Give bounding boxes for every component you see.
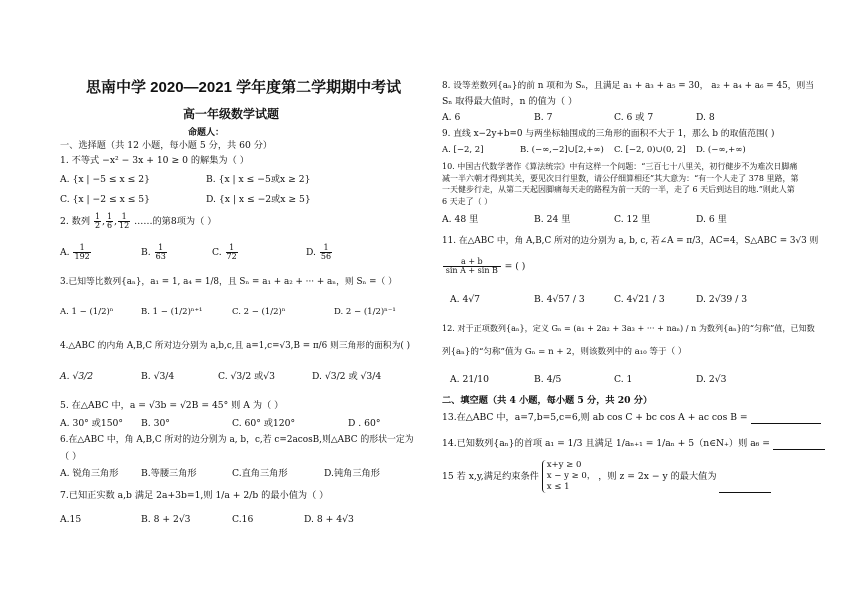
q1-stem: 1. 不等式 −x² − 3x + 10 ≥ 0 的解集为（ ） (60, 155, 249, 166)
q1-option-c[interactable]: C. {x | −2 ≤ x ≤ 5} (60, 194, 150, 205)
q15-constraint-system (542, 460, 596, 493)
q15-prefix: 15 若 x,y,满足约束条件 (442, 471, 539, 482)
q11-option-d[interactable]: D. 2√39 / 3 (696, 294, 748, 305)
q11-tail: = ( ) (504, 261, 526, 272)
q2-c-den: 72 (226, 252, 237, 261)
q2-option-d-label: D. (306, 247, 316, 258)
q4-option-d[interactable]: D. √3/2 或 √3/4 (312, 371, 382, 382)
q10-text: 10. 中国古代数学著作《算法统宗》中有这样一个问题：“三百七十八里关，初行健步不为难次日脚痛减一半六朝才得到其关，要见次日行里数，请公仔细算相还”其大意为：“有一个人走了 378 里路，第一天健步行走，从第二天起因脚痛每天走的路程为前一天的一半，走了 6 天后到达目的地.”则此人第 6 天走了（ ） (442, 162, 799, 206)
q12-option-c[interactable]: C. 1 (614, 374, 633, 385)
q6-option-c[interactable]: C.直角三角形 (232, 468, 288, 479)
section-fill-heading: 二、填空题（共 4 小题，每小题 5 分，共 20 分） (442, 395, 653, 406)
q6-option-b[interactable]: B.等腰三角形 (141, 468, 197, 479)
q2-comma: , (102, 216, 105, 227)
q2-term-den: 2 (94, 221, 101, 230)
q2-option-d-fraction (320, 244, 332, 261)
q10-option-a[interactable]: A. 48 里 (442, 214, 479, 225)
q2-option-c-label: C. (212, 247, 222, 258)
q1-option-b[interactable]: B. {x | x ≤ −5或x ≥ 2} (206, 174, 311, 185)
q9-option-b[interactable]: B. (−∞,−2]∪[2,+∞) (520, 145, 604, 155)
q7-option-d[interactable]: D. 8 + 4√3 (304, 514, 354, 525)
q5-option-b[interactable]: B. 30° (141, 418, 170, 429)
q2-sequence-term (94, 213, 101, 230)
q3-option-d[interactable]: D. 2 − (1/2)ⁿ⁻¹ (334, 307, 396, 317)
q14-answer-blank[interactable] (773, 440, 825, 450)
q2-stem-suffix: ……的第8项为（ ） (134, 216, 217, 227)
q6-option-a[interactable]: A. 锐角三角形 (60, 468, 119, 479)
q1-option-d[interactable]: D. {x | x ≤ −2或x ≥ 5} (206, 194, 311, 205)
q7-stem: 7.已知正实数 a,b 满足 2a+3b=1,则 1/a + 2/b 的最小值为（ ） (60, 490, 329, 501)
q12-line2: 列{aₙ}的“匀称”值为 Gₙ = n + 2，则该数列中的 a₁₀ 等于（ ） (442, 347, 687, 357)
q2-option-a-label: A. (60, 247, 70, 258)
right-column (430, 0, 860, 608)
q11-expression (442, 258, 525, 275)
q12-line1: 12. 对于正项数列{aₙ}，定义 Gₙ = (a₁ + 2a₂ + 3a₃ + ··· + naₙ) / n 为数列{aₙ}的“匀称”值，已知数 (442, 323, 815, 333)
q5-stem: 5. 在△ABC 中，a = √3b = √2B = 45° 则 A 为（ ） (60, 400, 284, 411)
q2-d-num: 1 (320, 244, 332, 253)
q8-option-d[interactable]: D. 8 (696, 112, 715, 123)
q6-stem: 6.在△ABC 中，角 A,B,C 所对的边分别为 a, b，c,若 c=2acosB,则△ABC 的形状一定为 (60, 435, 414, 445)
q2-d-den: 56 (320, 252, 332, 261)
q11-fraction-num: a + b (443, 258, 501, 267)
q2-comma: , (114, 216, 118, 227)
q12-option-b[interactable]: B. 4/5 (534, 374, 562, 385)
q5-option-a[interactable]: A. 30° 或150° (60, 418, 123, 429)
q2-b-num: 1 (155, 244, 167, 253)
q2-stem (60, 213, 216, 230)
q2-sequence (93, 212, 131, 230)
q2-sequence-term (106, 213, 113, 230)
q15-constraint-1: x+y ≥ 0 (546, 460, 582, 470)
q4-stem: 4.△ABC 的内角 A,B,C 所对边分别为 a,b,c,且 a=1,c=√3,B = π/6 则三角形的面积为( ) (60, 341, 411, 351)
q15-suffix: ，则 z = 2x − y 的最大值为 (598, 471, 717, 482)
q14-text: 14.已知数列{aₙ}的首项 a₁ = 1/3 且满足 1/aₙ₊₁ = 1/aₙ + 5（n∈N₊）则 a₆ = (442, 438, 770, 449)
q8-option-b[interactable]: B. 7 (534, 112, 553, 123)
q15-stem (442, 460, 771, 493)
q1-option-a[interactable]: A. {x | −5 ≤ x ≤ 2} (60, 174, 150, 185)
q9-stem: 9. 直线 x−2y+b=0 与两坐标轴围成的三角形的面积不大于 1，那么 b 的取值范围( ) (442, 129, 775, 139)
q2-option-d[interactable] (306, 244, 333, 261)
section-choice-heading: 一、选择题（共 12 小题，每小题 5 分，共 60 分） (60, 140, 273, 151)
q15-constraint-2: x − y ≥ 0， (546, 471, 596, 481)
q15-answer-blank[interactable] (719, 483, 771, 493)
q2-c-num: 1 (226, 244, 238, 253)
setter-label: 命题人： (188, 128, 225, 138)
q9-option-d[interactable]: D. (−∞,+∞) (696, 145, 746, 155)
q13-answer-blank[interactable] (751, 414, 821, 424)
q2-term-den: 6 (107, 221, 113, 230)
q2-term-num: 1 (118, 213, 130, 222)
q2-option-b-label: B. (141, 247, 151, 258)
q5-option-c[interactable]: C. 60° 或120° (232, 418, 296, 429)
q3-option-b[interactable]: B. 1 − (1/2)ⁿ⁺¹ (141, 307, 203, 317)
q10-option-d[interactable]: D. 6 里 (696, 214, 727, 225)
q4-option-a[interactable]: A. √3/2 (60, 371, 94, 382)
q2-option-a-fraction (73, 244, 90, 261)
q15-constraint-3: x ≤ 1 (546, 482, 570, 492)
q4-option-c[interactable]: C. √3/2 或√3 (218, 371, 275, 382)
page-subtitle: 高一年级数学试题 (183, 107, 280, 121)
q10-option-c[interactable]: C. 12 里 (614, 214, 651, 225)
q2-option-b[interactable] (141, 244, 168, 261)
q3-option-a[interactable]: A. 1 − (1/2)ⁿ (60, 307, 114, 317)
q2-a-den: 192 (74, 252, 90, 261)
q11-stem: 11. 在△ABC 中，角 A,B,C 所对的边分别为 a, b, c, 若∠A = π/3，AC=4，S△ABC = 3√3 则 (442, 236, 819, 246)
q4-option-b[interactable]: B. √3/4 (141, 371, 175, 382)
q2-term-num: 1 (94, 212, 101, 221)
q2-term-den: 12 (119, 221, 130, 230)
q7-option-a[interactable]: A.15 (60, 514, 82, 525)
q2-option-a[interactable] (60, 244, 92, 261)
q9-option-a[interactable]: A. [−2, 2] (442, 145, 484, 155)
q9-option-c[interactable]: C. [−2, 0)∪(0, 2] (614, 145, 686, 155)
q11-option-c[interactable]: C. 4√21 / 3 (614, 294, 665, 305)
q11-option-a[interactable]: A. 4√7 (450, 294, 481, 305)
q2-term-num: 1 (107, 212, 113, 221)
q11-fraction (443, 258, 501, 275)
q2-option-c[interactable] (212, 244, 239, 261)
q3-stem: 3.已知等比数列{aₙ}，a₁ = 1, a₄ = 1/8，且 Sₙ = a₁ + a₂ + ··· + aₙ，则 Sₙ =（ ） (60, 277, 397, 287)
q2-b-den: 63 (155, 252, 166, 261)
q2-option-b-fraction (155, 244, 167, 261)
q8-option-a[interactable]: A. 6 (442, 112, 461, 123)
q2-sequence-term (118, 213, 130, 230)
q13-stem (442, 412, 821, 424)
q7-option-b[interactable]: B. 8 + 2√3 (141, 514, 191, 525)
q5-option-d[interactable]: D . 60° (348, 418, 381, 429)
q13-text: 13.在△ABC 中，a=7,b=5,c=6,则 ab cos C + bc cos A + ac cos B = (442, 412, 748, 423)
q8-line1: 8. 设等差数列{aₙ}的前 n 项和为 Sₙ，且满足 a₁ + a₃ + a₅ = 30， a₂ + a₄ + a₆ = 45，则当 (442, 81, 815, 91)
q14-stem (442, 438, 825, 450)
q2-a-num: 1 (73, 244, 90, 253)
q6-stem-paren: （ ） (60, 451, 82, 462)
q12-option-d[interactable]: D. 2√3 (696, 374, 727, 385)
q7-option-c[interactable]: C.16 (232, 514, 254, 525)
q11-option-b[interactable]: B. 4√57 / 3 (534, 294, 585, 305)
q8-line2: Sₙ 取得最大值时，n 的值为（ ） (442, 96, 578, 107)
q2-option-c-fraction (226, 244, 238, 261)
q2-stem-prefix: 2. 数列 (60, 216, 91, 227)
q10-option-b[interactable]: B. 24 里 (534, 214, 571, 225)
q8-option-c[interactable]: C. 6 或 7 (614, 112, 654, 123)
q12-option-a[interactable]: A. 21/10 (450, 374, 489, 385)
q6-option-d[interactable]: D.钝角三角形 (324, 468, 380, 479)
q3-option-c[interactable]: C. 2 − (1/2)ⁿ (232, 307, 286, 317)
page-title: 思南中学 2020—2021 学年度第二学期期中考试 (86, 79, 402, 96)
q11-fraction-den: sin A + sin B (445, 266, 498, 275)
